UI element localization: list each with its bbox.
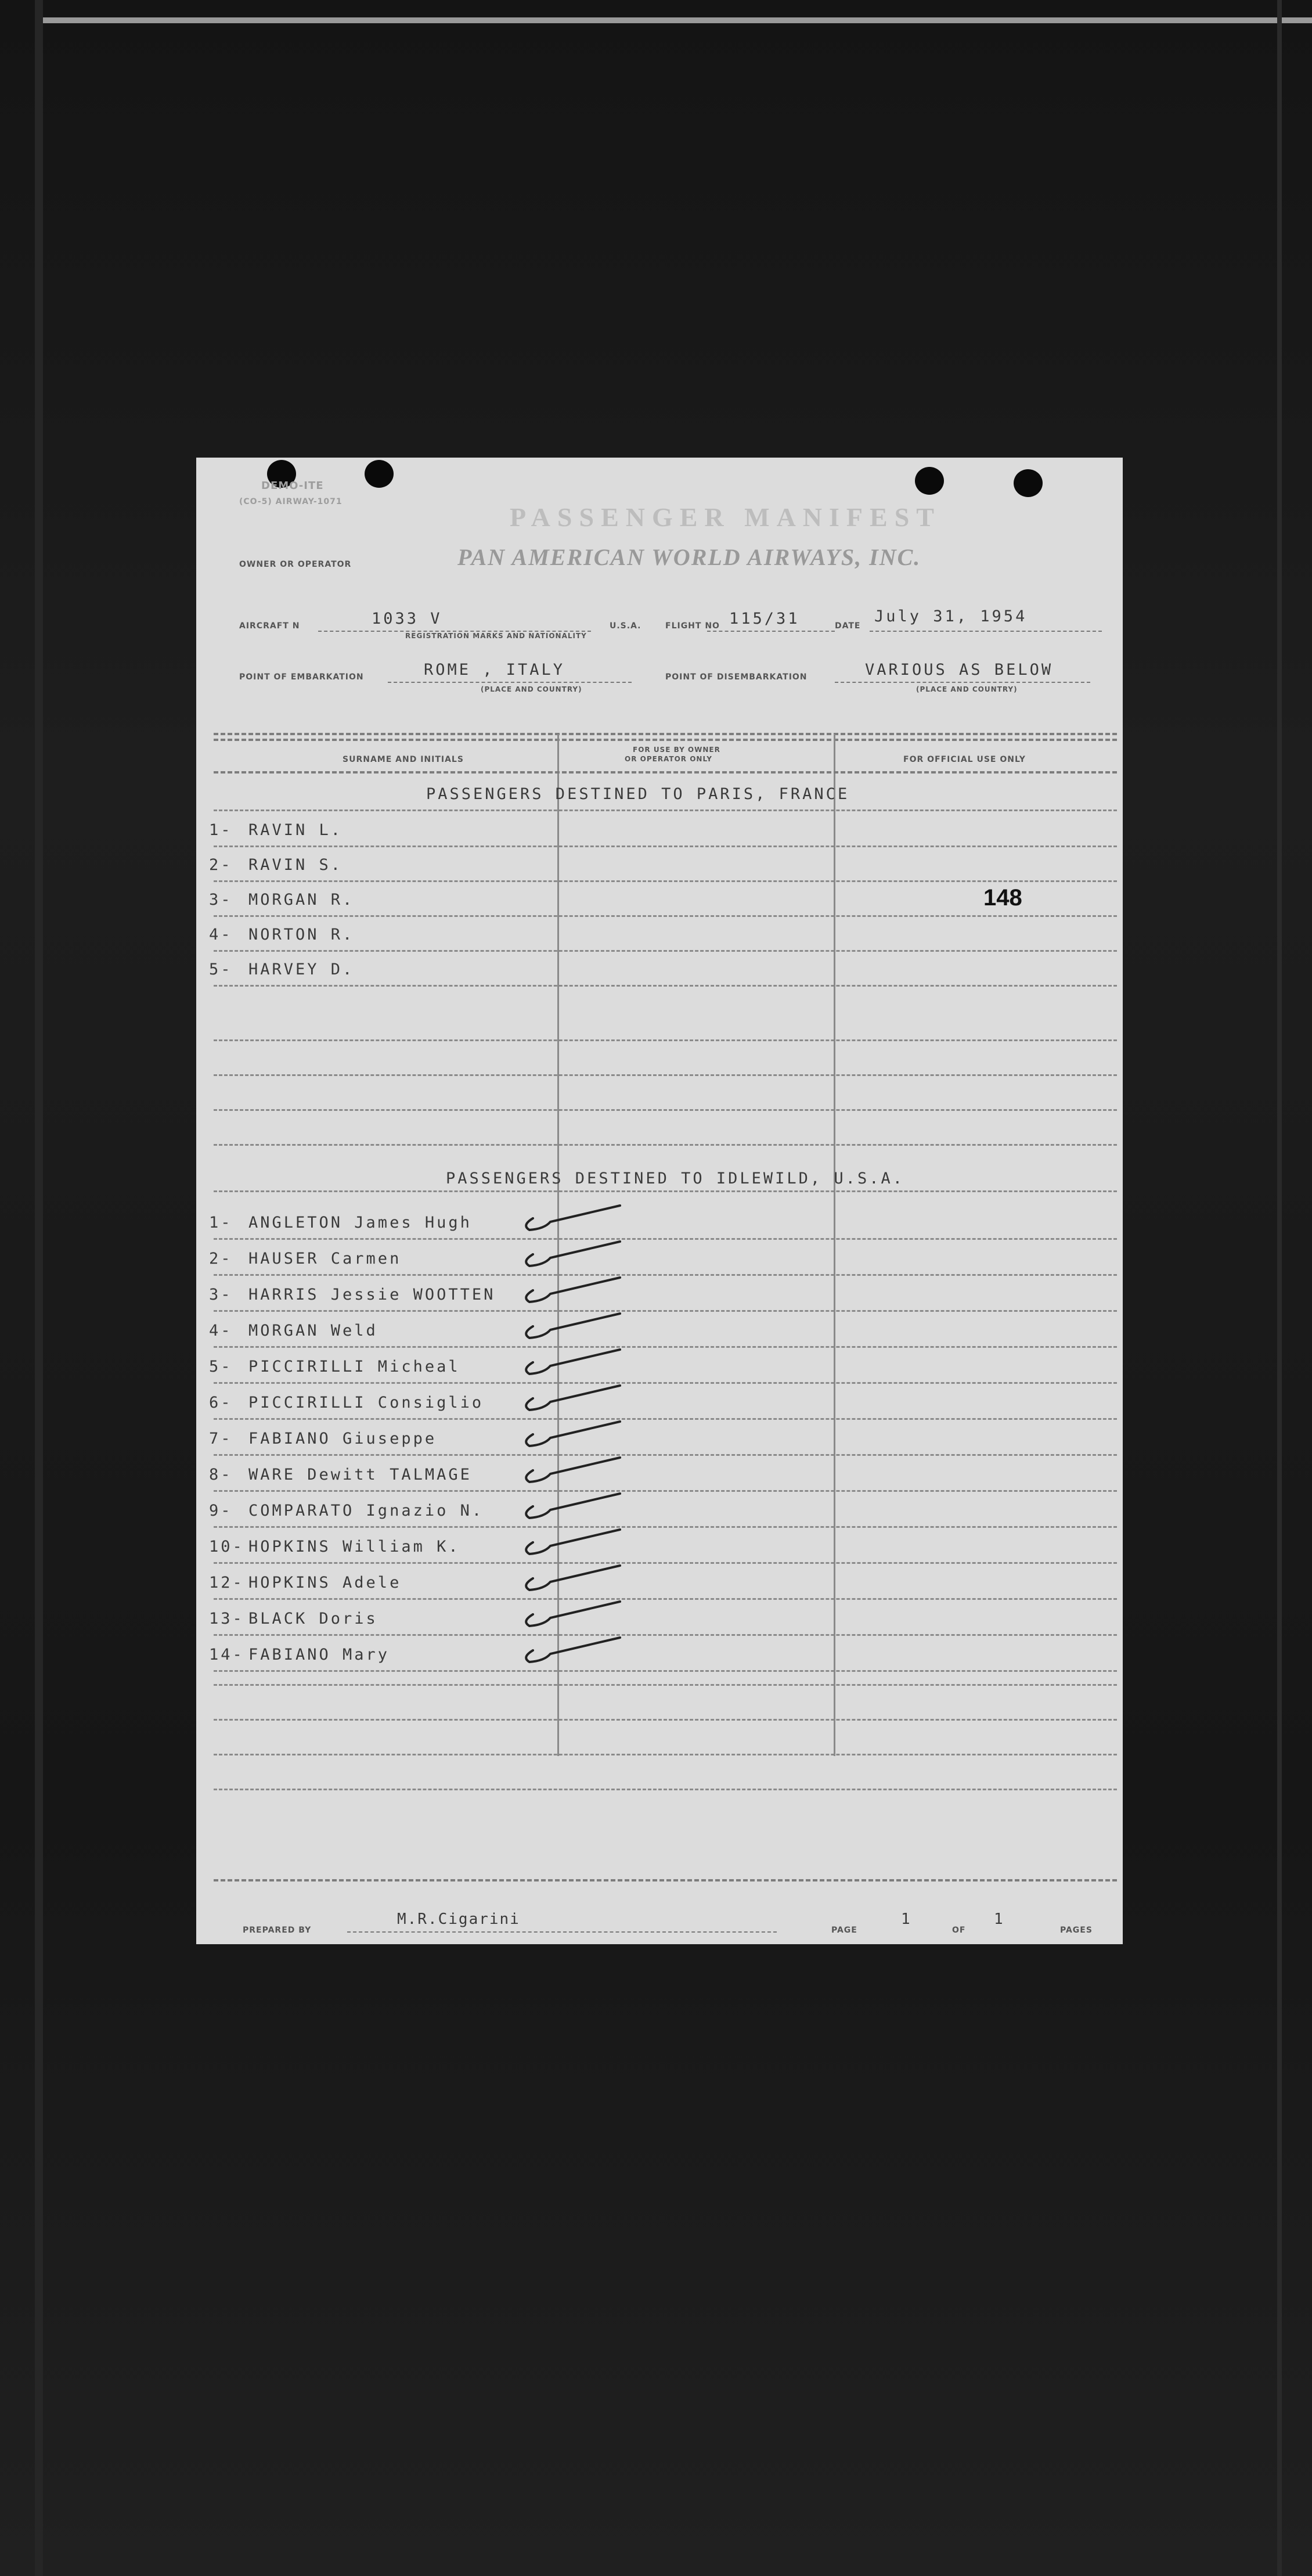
table-bottom-rule (214, 1879, 1117, 1881)
row-rule (214, 1454, 1117, 1456)
row-rule (214, 1670, 1117, 1672)
row-rule (214, 1074, 1117, 1076)
passenger-name: HOPKINS Adele (248, 1574, 402, 1592)
row-rule (214, 915, 1117, 917)
row-rule (214, 1562, 1117, 1564)
pages-label: PAGES (1060, 1926, 1093, 1935)
passenger-name: ANGLETON James Hugh (248, 1214, 472, 1232)
manifest-title: PASSENGER MANIFEST (510, 502, 941, 532)
passenger-name: WARE Dewitt TALMAGE (248, 1466, 472, 1484)
row-rule (214, 846, 1117, 847)
passenger-name: COMPARATO Ignazio N. (248, 1502, 484, 1520)
row-rule (214, 1490, 1117, 1492)
date-underline (870, 631, 1102, 632)
passenger-number: 3- (209, 891, 233, 909)
embarkation-value: ROME , ITALY (424, 661, 565, 679)
flight-label: FLIGHT NO (665, 621, 720, 631)
passenger-number: 5- (209, 1358, 233, 1376)
row-rule (214, 985, 1117, 987)
passenger-name: NORTON R. (248, 926, 355, 944)
passenger-number: 12- (209, 1574, 244, 1592)
form-number: (CO-5) AIRWAY-1071 (239, 497, 343, 506)
disembarkation-value: VARIOUS AS BELOW (865, 661, 1054, 679)
manifest-document (196, 458, 1123, 1944)
row-rule (214, 1274, 1117, 1276)
checkmark-icon (510, 1418, 626, 1453)
registration-note: REGISTRATION MARKS AND NATIONALITY (405, 632, 587, 640)
passenger-number: 1- (209, 1214, 233, 1232)
passenger-number: 4- (209, 926, 233, 944)
row-rule (214, 1789, 1117, 1790)
table-top-rule (214, 733, 1117, 735)
checkmark-icon (510, 1274, 626, 1309)
row-rule (214, 1238, 1117, 1240)
passenger-number: 3- (209, 1286, 233, 1304)
row-rule (214, 1418, 1117, 1420)
scan-edge-right (1277, 0, 1282, 2576)
passenger-name: FABIANO Mary (248, 1646, 390, 1664)
column-header-owner-2: OR OPERATOR ONLY (625, 755, 712, 763)
of-value: 1 (994, 1911, 1004, 1928)
aircraft-label: AIRCRAFT N (239, 621, 300, 631)
passenger-name: RAVIN L. (248, 821, 343, 839)
row-rule (214, 1634, 1117, 1636)
passenger-number: 10- (209, 1538, 244, 1556)
owner-label: OWNER OR OPERATOR (239, 560, 352, 569)
punch-hole-icon (365, 460, 394, 488)
passenger-name: PICCIRILLI Consiglio (248, 1394, 484, 1412)
table-top-rule-2 (214, 739, 1117, 741)
passenger-number: 9- (209, 1502, 233, 1520)
embarkation-note: (PLACE AND COUNTRY) (481, 685, 582, 693)
passenger-number: 4- (209, 1322, 233, 1340)
checkmark-icon (510, 1346, 626, 1381)
passenger-name: BLACK Doris (248, 1610, 378, 1628)
passenger-number: 2- (209, 1250, 233, 1268)
checkmark-icon (510, 1454, 626, 1489)
passenger-number: 7- (209, 1430, 233, 1448)
passenger-number: 14- (209, 1646, 244, 1664)
page-label: PAGE (831, 1926, 857, 1935)
passenger-name: MORGAN Weld (248, 1322, 378, 1340)
row-rule (214, 1382, 1117, 1384)
row-rule (214, 810, 1117, 811)
row-rule (214, 950, 1117, 952)
row-rule (214, 1190, 1117, 1192)
disembarkation-note: (PLACE AND COUNTRY) (916, 685, 1018, 693)
disembarkation-label: POINT OF DISEMBARKATION (665, 672, 808, 682)
row-rule (214, 1526, 1117, 1528)
scan-edge-top (41, 17, 1312, 23)
prepared-by-label: PREPARED BY (243, 1926, 312, 1935)
of-label: OF (952, 1926, 966, 1935)
punch-hole-icon (915, 467, 944, 495)
punch-hole-icon (1014, 469, 1043, 497)
passenger-name: RAVIN S. (248, 856, 343, 874)
row-rule (214, 1144, 1117, 1146)
column-header-official: FOR OFFICIAL USE ONLY (903, 755, 1026, 764)
aircraft-value: 1033 V (372, 610, 442, 628)
form-stamp: DEMO-ITE (261, 480, 324, 492)
group2-heading: PASSENGERS DESTINED TO IDLEWILD, U.S.A. (446, 1170, 904, 1188)
page-value: 1 (901, 1911, 911, 1928)
group1-heading: PASSENGERS DESTINED TO PARIS, FRANCE (426, 785, 850, 803)
passenger-number: 6- (209, 1394, 233, 1412)
flight-value: 115/31 (729, 610, 800, 628)
checkmark-icon (510, 1634, 626, 1669)
official-use-number: 148 (983, 885, 1022, 911)
checkmark-icon (510, 1382, 626, 1417)
row-rule (214, 1754, 1117, 1755)
row-rule (214, 1346, 1117, 1348)
row-rule (214, 1598, 1117, 1600)
column-divider-2 (834, 734, 835, 1756)
row-rule (214, 880, 1117, 882)
passenger-name: HARRIS Jessie WOOTTEN (248, 1286, 496, 1304)
prepared-by-underline (347, 1931, 777, 1933)
passenger-name: PICCIRILLI Micheal (248, 1358, 460, 1376)
prepared-by-value: M.R.Cigarini (397, 1911, 520, 1928)
passenger-number: 1- (209, 821, 233, 839)
passenger-name: HOPKINS William K. (248, 1538, 460, 1556)
checkmark-icon (510, 1202, 626, 1237)
row-rule (214, 1684, 1117, 1686)
disembarkation-underline (835, 682, 1090, 683)
airline-name: PAN AMERICAN WORLD AIRWAYS, INC. (457, 544, 921, 570)
checkmark-icon (510, 1598, 626, 1633)
row-rule (214, 1039, 1117, 1041)
checkmark-icon (510, 1562, 626, 1597)
passenger-name: FABIANO Giuseppe (248, 1430, 437, 1448)
date-label: DATE (835, 621, 861, 631)
flight-underline (707, 631, 835, 632)
column-header-owner-1: FOR USE BY OWNER (633, 746, 720, 754)
column-header-names: SURNAME AND INITIALS (343, 755, 464, 764)
scan-edge-left (35, 0, 43, 2576)
embarkation-underline (388, 682, 632, 683)
header-rule (214, 771, 1117, 773)
row-rule (214, 1719, 1117, 1721)
row-rule (214, 1310, 1117, 1312)
checkmark-icon (510, 1310, 626, 1345)
checkmark-icon (510, 1238, 626, 1273)
country-code: U.S.A. (610, 621, 641, 631)
embarkation-label: POINT OF EMBARKATION (239, 672, 364, 682)
checkmark-icon (510, 1526, 626, 1561)
passenger-number: 13- (209, 1610, 244, 1628)
row-rule (214, 1109, 1117, 1111)
passenger-name: MORGAN R. (248, 891, 355, 909)
passenger-number: 5- (209, 960, 233, 978)
passenger-name: HAUSER Carmen (248, 1250, 402, 1268)
passenger-number: 8- (209, 1466, 233, 1484)
checkmark-icon (510, 1490, 626, 1525)
date-value: July 31, 1954 (874, 607, 1028, 625)
passenger-number: 2- (209, 856, 233, 874)
passenger-name: HARVEY D. (248, 960, 355, 978)
